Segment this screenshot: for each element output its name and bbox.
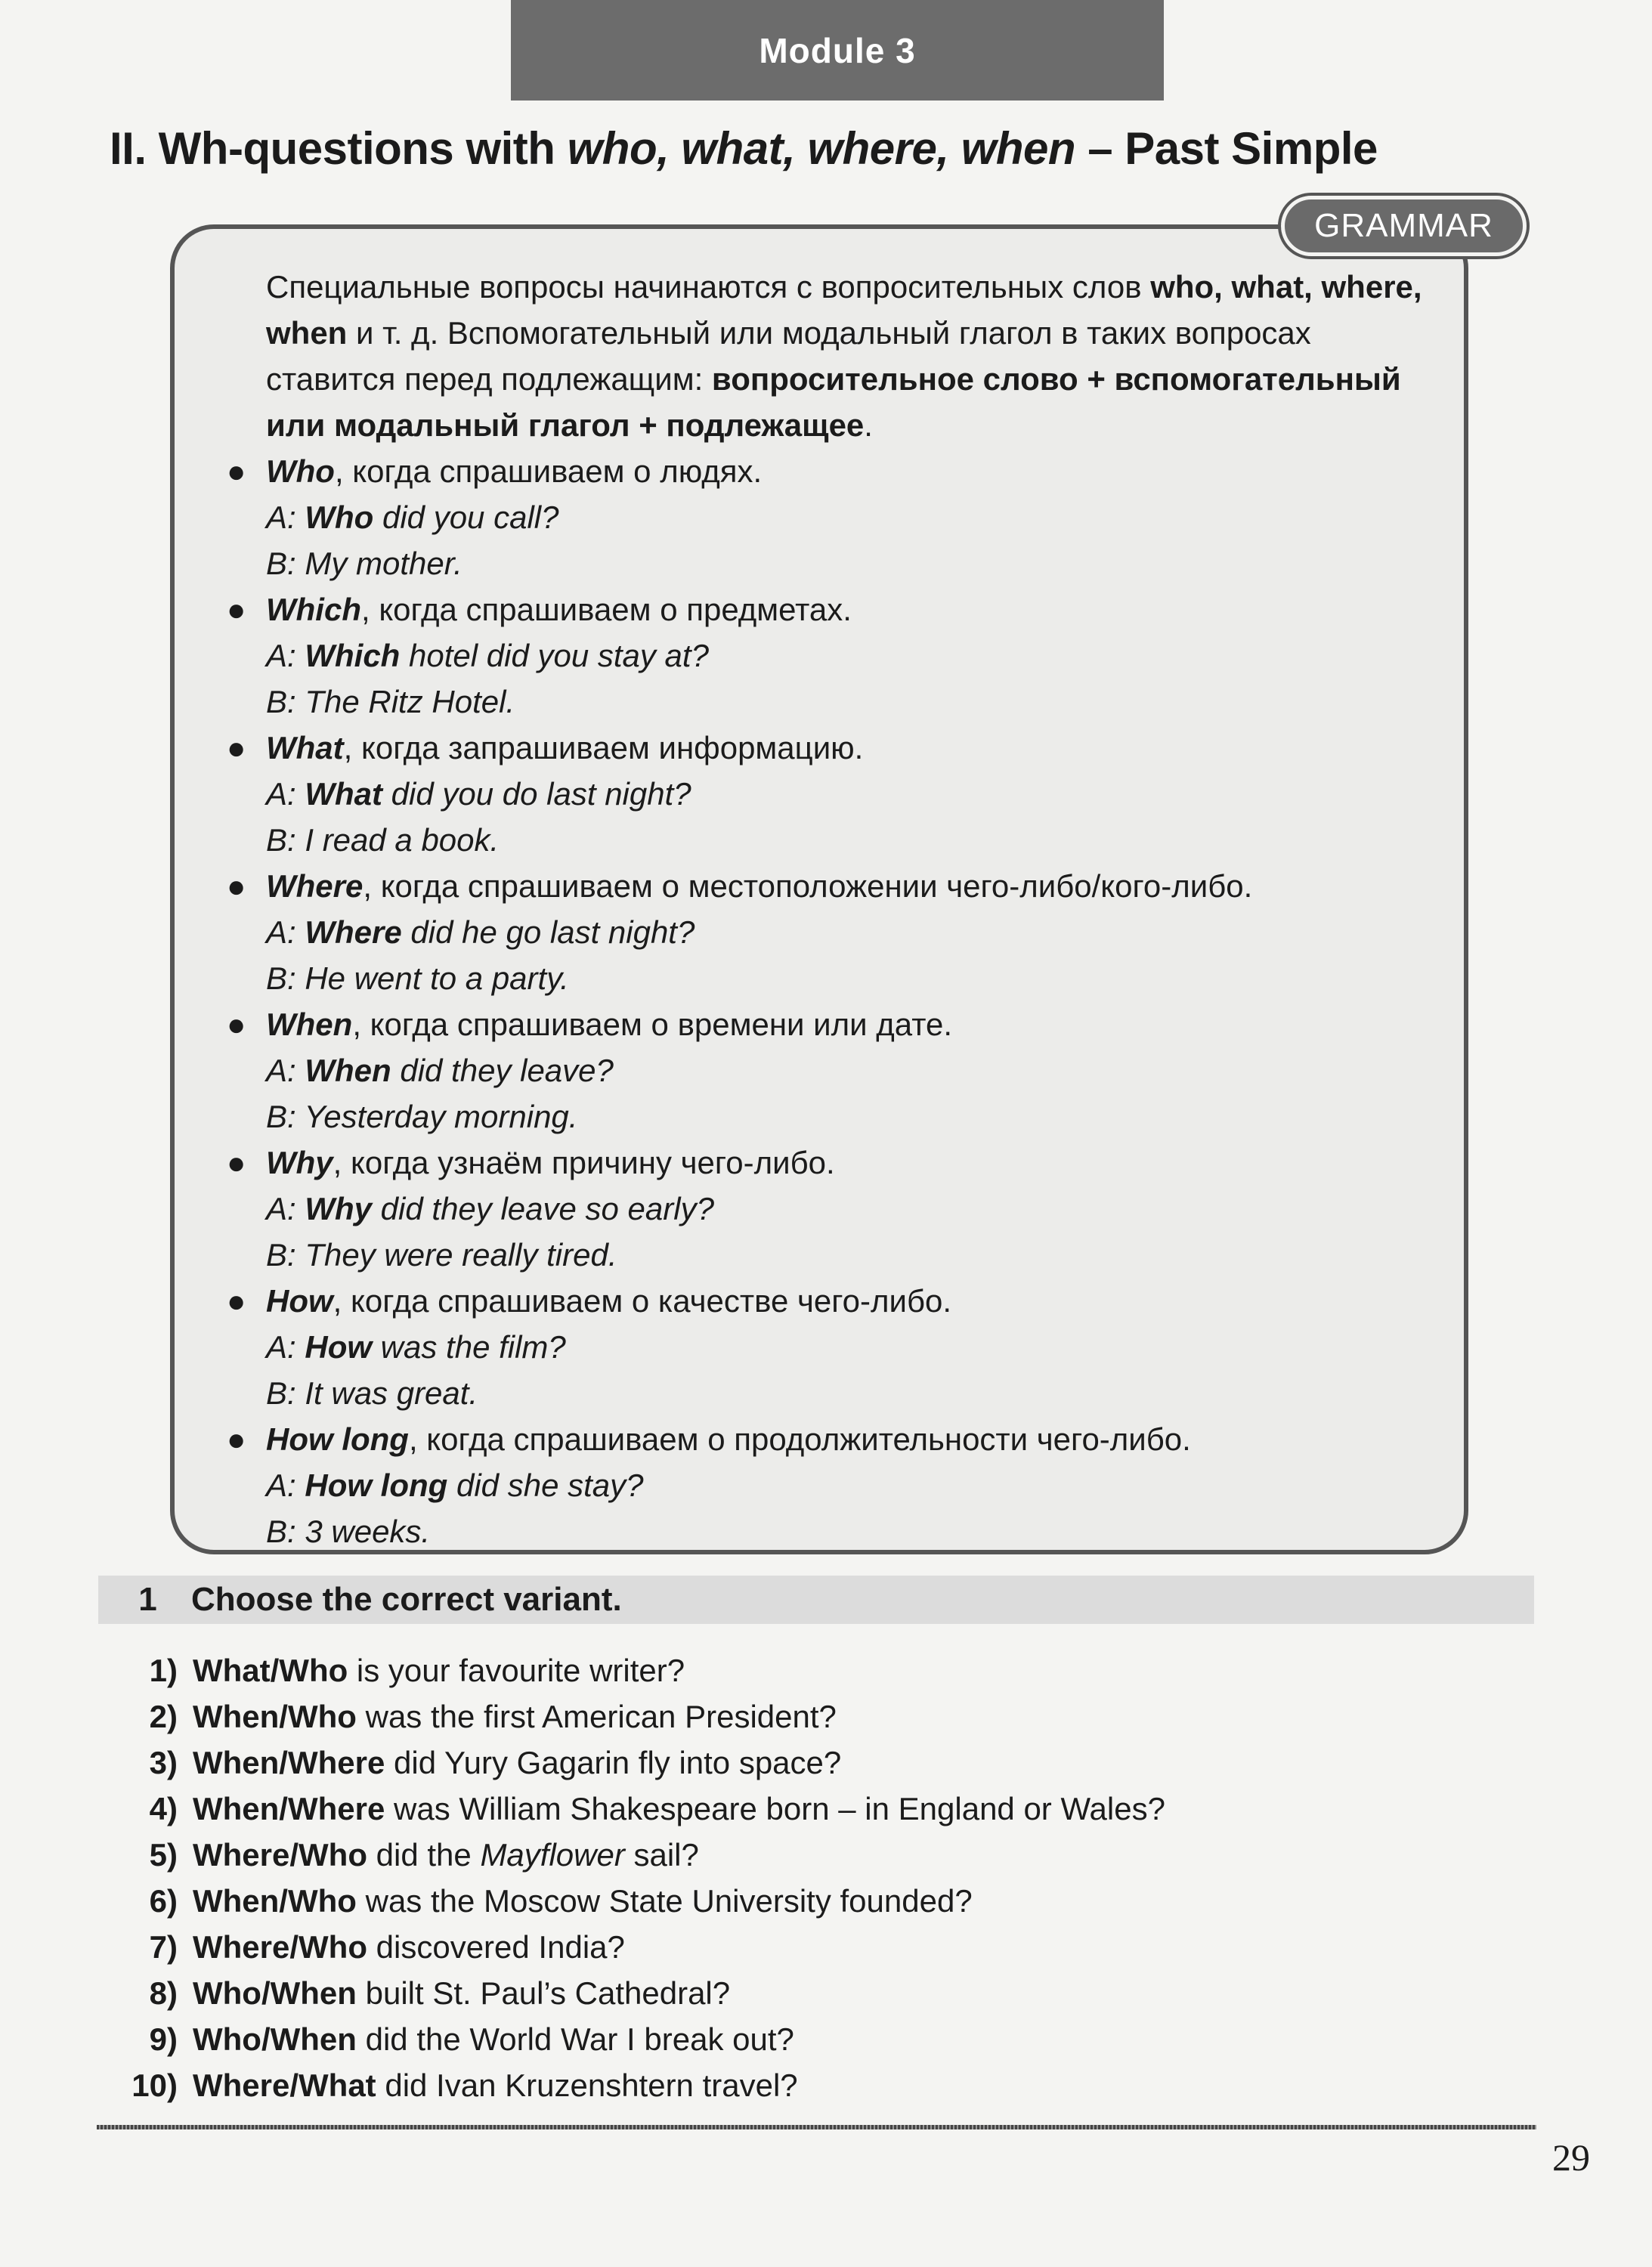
question-word: Who — [266, 453, 335, 489]
bullet-icon: ● — [227, 453, 246, 489]
bullet-icon: ● — [227, 1421, 246, 1457]
question-word-desc: , когда спрашиваем о продолжительности чего-либо. — [408, 1421, 1191, 1457]
example-b: B: 3 weeks. — [266, 1514, 431, 1549]
example-b: B: The Ritz Hotel. — [266, 684, 515, 719]
example-b: B: Yesterday morning. — [266, 1099, 578, 1134]
answer-options[interactable]: When/Who — [193, 1883, 357, 1919]
bullet-icon: ● — [227, 730, 246, 765]
grammar-intro — [266, 264, 1445, 448]
exercise-instruction: Choose the correct variant. — [191, 1581, 622, 1618]
question-word-desc: , когда спрашиваем о качестве чего-либо. — [333, 1283, 952, 1319]
example-a: A: When did they leave? — [266, 1053, 614, 1088]
example-b: B: They were really tired. — [266, 1237, 617, 1273]
question-word-item — [227, 1416, 1451, 1554]
example-a: A: Who did you call? — [266, 499, 559, 535]
exercise-item: 5) Where/Who did the Mayflower sail? — [149, 1837, 699, 1873]
intro-bold-1: who, what, where, when — [266, 269, 1422, 351]
bottom-divider — [97, 2125, 1536, 2129]
page-number: 29 — [1552, 2136, 1590, 2179]
exercise-item: 1) What/Who is your favourite writer? — [149, 1653, 685, 1688]
section-title — [110, 122, 1378, 175]
question-word-item — [227, 586, 1451, 725]
title-suffix: – Past Simple — [1075, 123, 1378, 174]
bullet-icon: ● — [227, 1283, 246, 1319]
exercise-number: 1 — [138, 1581, 157, 1618]
question-word-list — [227, 448, 1451, 1554]
question-word-item — [227, 448, 1451, 586]
exercise-item: 7) Where/Who discovered India? — [149, 1929, 625, 1965]
bullet-icon: ● — [227, 592, 246, 627]
example-b: B: He went to a party. — [266, 960, 569, 996]
bullet-icon: ● — [227, 1007, 246, 1042]
answer-options[interactable]: Who/When — [193, 1975, 357, 2011]
title-prefix: II. Wh-questions with — [110, 123, 568, 174]
exercise-header — [98, 1576, 1534, 1624]
exercise-item: 8) Who/When built St. Paul’s Cathedral? — [149, 1975, 731, 2011]
question-word-desc: , когда запрашиваем информацию. — [343, 730, 864, 765]
example-a: A: What did you do last night? — [266, 776, 691, 812]
exercise-item: 9) Who/When did the World War I break out? — [149, 2021, 794, 2057]
question-word-desc: , когда спрашиваем о людях. — [334, 453, 763, 489]
question-word-item — [227, 725, 1451, 863]
exercise-item: 3) When/Where did Yury Gagarin fly into space? — [149, 1745, 842, 1780]
question-word-item — [227, 1001, 1451, 1140]
intro-text-2: и т. д. Вспомогательный или модальный глагол в таких вопросах ставится перед подлежащим: — [266, 315, 1311, 397]
exercise-item: 4) When/Where was William Shakespeare born – in England or Wales? — [149, 1791, 1165, 1826]
example-b: B: It was great. — [266, 1375, 478, 1411]
question-word-item — [227, 1278, 1451, 1416]
answer-options[interactable]: Where/Who — [193, 1929, 367, 1965]
answer-options[interactable]: When/Who — [193, 1699, 357, 1734]
question-word: Why — [266, 1145, 333, 1180]
example-b: B: I read a book. — [266, 822, 500, 858]
answer-options[interactable]: When/Where — [193, 1745, 385, 1780]
question-word: Where — [266, 868, 364, 904]
example-a: A: How was the film? — [266, 1329, 566, 1365]
answer-options[interactable]: Where/Who — [193, 1837, 367, 1873]
question-word: When — [266, 1007, 353, 1042]
answer-options[interactable]: Where/What — [193, 2068, 376, 2103]
question-word: How long — [266, 1421, 409, 1457]
intro-bold-2: вопросительное слово + вспомогательный или модальный глагол + подлежащее — [266, 361, 1401, 443]
exercise-list — [91, 1647, 1511, 2108]
intro-text-1: Специальные вопросы начинаются с вопросительных слов — [266, 269, 1151, 305]
question-word: Which — [266, 592, 361, 627]
example-a: A: Why did they leave so early? — [266, 1191, 714, 1226]
question-word-desc: , когда спрашиваем о предметах. — [360, 592, 852, 627]
grammar-badge: GRAMMAR — [1281, 196, 1527, 256]
title-italic: who, what, where, when — [567, 123, 1076, 174]
example-a: A: Where did he go last night? — [266, 914, 695, 950]
question-word-item — [227, 863, 1451, 1001]
example-a: A: Which hotel did you stay at? — [266, 638, 709, 673]
bullet-icon: ● — [227, 868, 246, 904]
answer-options[interactable]: What/Who — [193, 1653, 348, 1688]
exercise-item: 6) When/Who was the Moscow State University founded? — [149, 1883, 973, 1919]
exercise-item: 2) When/Who was the first American President? — [149, 1699, 837, 1734]
exercise-item: 10) Where/What did Ivan Kruzenshtern travel? — [131, 2068, 798, 2103]
question-word-desc: , когда спрашиваем о времени или дате. — [352, 1007, 952, 1042]
answer-options[interactable]: When/Where — [193, 1791, 385, 1826]
bullet-icon: ● — [227, 1145, 246, 1180]
question-word-item — [227, 1140, 1451, 1278]
intro-text-3: . — [864, 407, 873, 443]
question-word-desc: , когда спрашиваем о местоположении чего-либо/кого-либо. — [363, 868, 1253, 904]
question-word-desc: , когда узнаём причину чего-либо. — [333, 1145, 835, 1180]
answer-options[interactable]: Who/When — [193, 2021, 357, 2057]
example-b: B: My mother. — [266, 546, 462, 581]
example-a: A: How long did she stay? — [266, 1468, 644, 1503]
module-label: Module 3 — [511, 0, 1164, 101]
question-word: What — [266, 730, 344, 765]
question-word: How — [266, 1283, 333, 1319]
